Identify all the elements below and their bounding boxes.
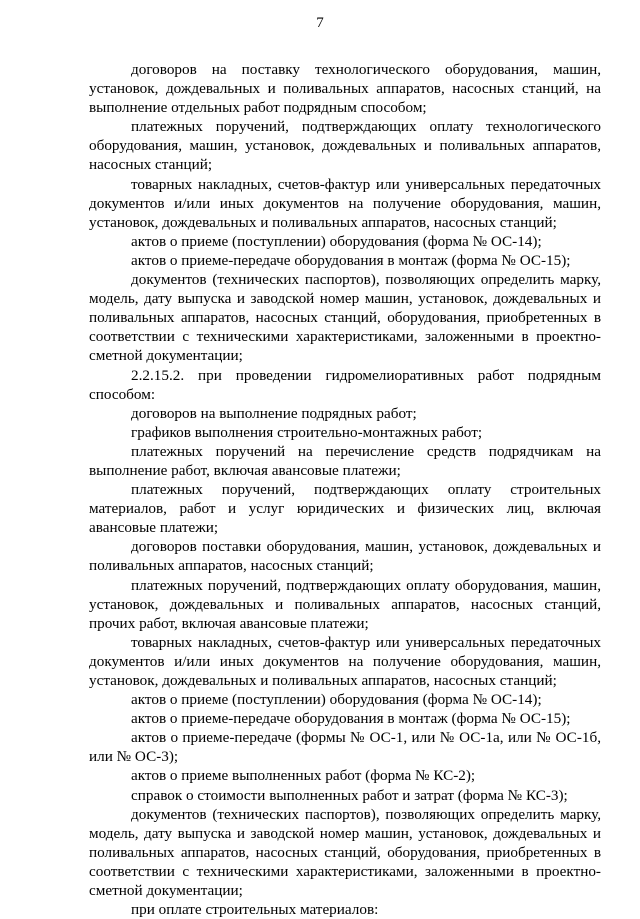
page-number: 7: [316, 15, 324, 31]
paragraph: документов (технических паспортов), позволяющих определить марку, модель, дату выпуска и заводской номер машин, установок, дождевальных и поливальных аппаратов, насосных станций, оборудования, приобретенных в соответствии с техническими характеристиками, заложенными в проектно-сметной документации;: [89, 805, 601, 900]
paragraph: справок о стоимости выполненных работ и затрат (форма № КС-3);: [131, 786, 568, 804]
section-heading: 2.2.15.2. при проведении гидромелиоративных работ подрядным способом:: [89, 366, 601, 403]
paragraph: при оплате строительных материалов:: [131, 901, 379, 919]
paragraph: графиков выполнения строительно-монтажных работ;: [131, 423, 483, 441]
paragraph: документов (технических паспортов), позволяющих определить марку, модель, дату выпуска и заводской номер машин, установок, дождевальных и поливальных аппаратов, насосных станций, оборудования, приобретенных в соответствии с техническими характеристиками, заложенными в проектно-сметной документации;: [89, 271, 601, 365]
paragraph: платежных поручений на перечисление средств подрядчикам на выполнение работ, включая авансовые платежи;: [89, 442, 601, 479]
paragraph: актов о приеме (поступлении) оборудования (форма № ОС-14);: [131, 232, 542, 250]
paragraph: договоров на поставку технологического оборудования, машин, установок, дождевальных и поливальных аппаратов, насосных станций, на выполнение отдельных работ подрядным способом;: [89, 61, 601, 117]
paragraph: актов о приеме выполненных работ (форма № КС-2);: [131, 767, 476, 785]
document-body: [89, 60, 601, 919]
paragraph: актов о приеме-передаче (формы № ОС-1, или № ОС-1а, или № ОС-1б, или № ОС-3);: [89, 729, 601, 766]
paragraph: платежных поручений, подтверждающих оплату оборудования, машин, установок, дождевальных и поливальных аппаратов, насосных станций, прочих работ, включая авансовые платежи;: [89, 576, 601, 632]
paragraph: договоров на выполнение подрядных работ;: [131, 404, 417, 422]
paragraph: актов о приеме-передаче оборудования в монтаж (форма № ОС-15);: [131, 710, 571, 728]
paragraph: актов о приеме-передаче оборудования в монтаж (форма № ОС-15);: [131, 251, 571, 269]
paragraph: платежных поручений, подтверждающих оплату технологического оборудования, машин, установок, дождевальных и поливальных аппаратов, насосных станций;: [89, 118, 601, 174]
paragraph: договоров поставки оборудования, машин, установок, дождевальных и поливальных аппаратов, насосных станций;: [89, 538, 601, 575]
paragraph: товарных накладных, счетов-фактур или универсальных передаточных документов и/или иных документов на получение оборудования, машин, установок, дождевальных и поливальных аппаратов, насосных станций;: [89, 633, 601, 689]
paragraph: платежных поручений, подтверждающих оплату строительных материалов, работ и услуг юридических и физических лиц, включая авансовые платежи;: [89, 481, 601, 537]
paragraph: товарных накладных, счетов-фактур или универсальных передаточных документов и/или иных документов на получение оборудования, машин, установок, дождевальных и поливальных аппаратов, насосных станций;: [89, 175, 601, 231]
paragraph: актов о приеме (поступлении) оборудования (форма № ОС-14);: [131, 691, 542, 709]
